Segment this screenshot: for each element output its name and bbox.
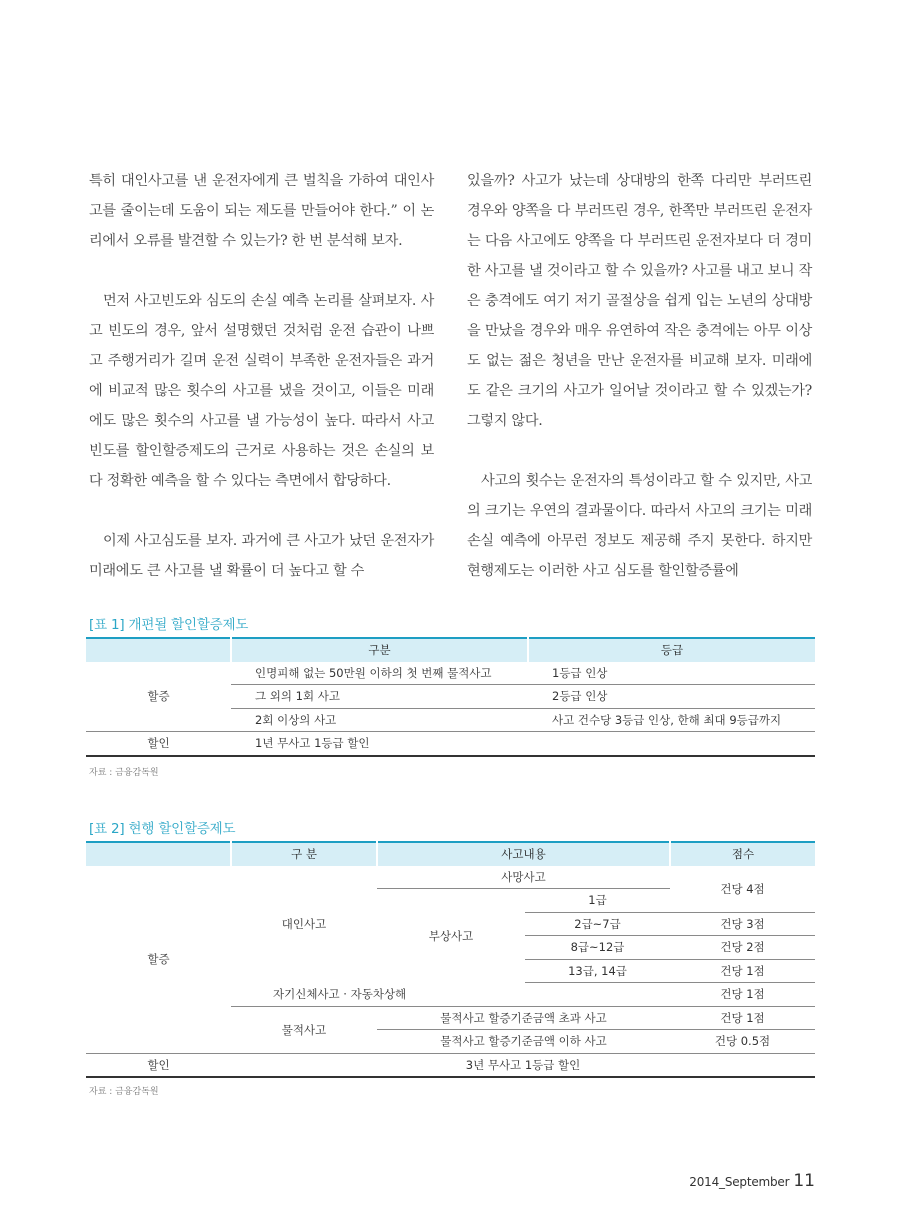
table2-property-under: 물적사고 할증기준금액 이하 사고	[377, 1030, 670, 1054]
table2-grade: 13급, 14급	[525, 959, 670, 983]
table2-header-content: 사고내용	[377, 842, 670, 866]
table2-score: 건당 1점	[670, 983, 815, 1007]
table1-surcharge-label: 할증	[86, 662, 231, 732]
table1-row-desc: 그 외의 1회 사고	[255, 689, 340, 704]
table2-score: 건당 1점	[670, 1006, 815, 1030]
table2-header-category: 구 분	[231, 842, 377, 866]
table2-score: 건당 2점	[670, 936, 815, 960]
table1-discount-desc: 1년 무사고 1등급 할인	[231, 732, 815, 756]
paragraph: 사고의 횟수는 운전자의 특성이라고 할 수 있지만, 사고의 크기는 우연의 결과물이다. 따라서 사고의 크기는 미래 손실 예측에 아무런 정보도 제공해 주지 못한다. 하지만 현행제도는 이러한 사고 심도를 할인할증률에	[467, 473, 812, 579]
table2-score-4: 건당 4점	[670, 866, 815, 913]
left-text-column	[89, 166, 434, 586]
table2-bodily-label: 대인사고	[281, 917, 327, 931]
table2-property-label: 물적사고	[231, 1006, 377, 1053]
table1-header-blank	[86, 638, 231, 662]
table2-header-score: 점수	[670, 842, 815, 866]
table1-row-grade: 1등급 인상	[552, 665, 608, 680]
table1-header-category: 구분	[231, 638, 528, 662]
table1-row-desc: 2회 이상의 사고	[255, 712, 337, 727]
table2	[86, 841, 815, 1078]
table2-score: 건당 0.5점	[670, 1030, 815, 1054]
table1-row-desc: 인명피해 없는 50만원 이하의 첫 번째 물적사고	[255, 665, 492, 680]
table1	[86, 637, 815, 757]
table1-source: 자료 : 금융감독원	[89, 768, 159, 778]
table1-title: [표 1] 개편될 할인할증제도	[89, 617, 249, 633]
table2-discount-label: 할인	[86, 1053, 231, 1077]
table2-injury-label: 부상사고	[428, 928, 474, 943]
table1-header-grade: 등급	[528, 638, 815, 662]
paragraph: 특히 대인사고를 낸 운전자에게 큰 벌칙을 가하여 대인사고를 줄이는데 도움이 되는 제도를 만들어야 한다.” 이 논리에서 오류를 발견할 수 있는가? 한 번 분석해 보자.	[89, 173, 434, 249]
table2-grade: 8급~12급	[525, 936, 670, 960]
issue-label: 2014_September	[689, 1175, 790, 1189]
paragraph: 먼저 사고빈도와 심도의 손실 예측 논리를 살펴보자. 사고 빈도의 경우, 앞서 설명했던 것처럼 운전 습관이 나쁘고 주행거리가 길며 운전 실력이 부족한 운전자들은 과거에 비교적 많은 횟수의 사고를 냈을 것이고, 이들은 미래에도 많은 횟수의 사고를 낼 가능성이 높다. 따라서 사고빈도를 할인할증제도의 근거로 사용하는 것은 손실의 보다 정확한 예측을 할 수 있다는 측면에서 합당하다.	[89, 293, 434, 489]
table2-property-over: 물적사고 할증기준금액 초과 사고	[377, 1006, 670, 1030]
table2-title: [표 2] 현행 할인할증제도	[89, 821, 236, 837]
table1-row-grade: 사고 건수당 3등급 인상, 한해 최대 9등급까지	[552, 712, 782, 727]
table2-score: 건당 3점	[670, 912, 815, 936]
table1-row-grade: 2등급 인상	[552, 689, 608, 704]
page-footer	[689, 1171, 815, 1191]
table2-grade: 2급~7급	[525, 912, 670, 936]
paragraph: 이제 사고심도를 보자. 과거에 큰 사고가 났던 운전자가 미래에도 큰 사고를 낼 확률이 더 높다고 할 수	[89, 533, 434, 579]
table2-discount-desc: 3년 무사고 1등급 할인	[231, 1053, 815, 1077]
table2-score: 건당 1점	[670, 959, 815, 983]
paragraph: 있을까? 사고가 났는데 상대방의 한쪽 다리만 부러뜨린 경우와 양쪽을 다 부러뜨린 경우, 한쪽만 부러뜨린 운전자는 다음 사고에도 양쪽을 다 부러뜨린 운전자보다 더 경미한 사고를 낼 것이라고 할 수 있을까? 사고를 내고 보니 작은 충격에도 여기 저기 골절상을 쉽게 입는 노년의 상대방을 만났을 경우와 매우 유연하여 작은 충격에는 아무 이상도 없는 젊은 청년을 만난 운전자를 비교해 보자. 미래에도 같은 크기의 사고가 일어날 것이라고 할 수 있겠는가? 그렇지 않다.	[467, 173, 812, 429]
table2-source: 자료 : 금융감독원	[89, 1087, 159, 1097]
page-number: 11	[793, 1171, 815, 1191]
table2-surcharge-label: 할증	[86, 866, 231, 1054]
table2-death-label: 사망사고	[377, 866, 670, 889]
table2-header-blank	[86, 842, 231, 866]
right-text-column	[467, 166, 812, 586]
table1-discount-label: 할인	[86, 732, 231, 756]
table2-grade: 1급	[525, 889, 670, 913]
table2-self-label: 자기신체사고 · 자동차상해	[231, 983, 670, 1007]
